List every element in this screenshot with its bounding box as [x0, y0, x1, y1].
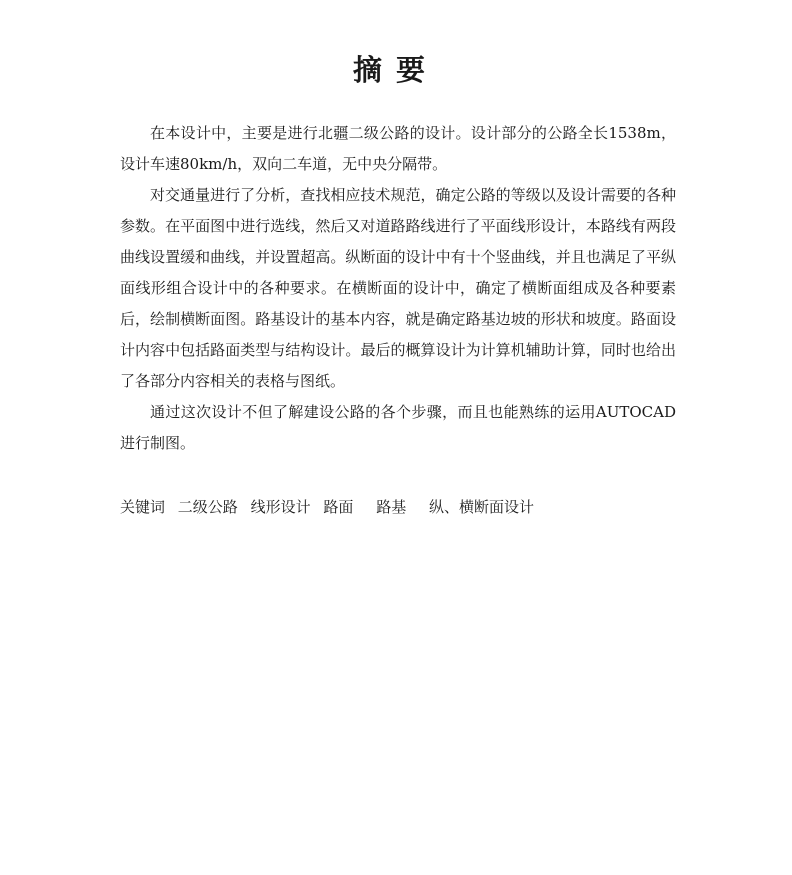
abstract-body — [120, 118, 676, 459]
paragraph-2: 对交通量进行了分析，查找相应技术规范，确定公路的等级以及设计需要的各种参数。在平面图中进行选线，然后又对道路路线进行了平面线形设计，本路线有两段曲线设置缓和曲线，并设置超高。纵断面的设计中有十个竖曲线，并且也满足了平纵面线形组合设计中的各种要求。在横断面的设计中，确定了横断面组成及各种要素后，绘制横断面图。路基设计的基本内容，就是确定路基边坡的形状和坡度。路面设计内容中包括路面类型与结构设计。最后的概算设计为计算机辅助计算，同时也给出了各部分内容相关的表格与图纸。 — [120, 186, 676, 390]
keyword-item: 路面 — [323, 498, 354, 516]
keyword-item: 路基 — [376, 498, 407, 516]
paragraph-1: 在本设计中，主要是进行北疆二级公路的设计。设计部分的公路全长1538m，设计车速80km/h，双向二车道，无中央分隔带。 — [120, 124, 676, 173]
keywords-label: 关键词 — [120, 498, 166, 516]
keyword-item: 二级公路 — [177, 498, 238, 516]
keywords-line — [120, 493, 720, 521]
abstract-title: 摘要 — [352, 53, 439, 87]
paragraph-3: 通过这次设计不但了解建设公路的各个步骤，而且也能熟练的运用AUTOCAD进行制图。 — [120, 403, 676, 452]
keyword-item: 线形设计 — [250, 498, 311, 516]
keyword-item: 纵、横断面设计 — [428, 498, 534, 516]
